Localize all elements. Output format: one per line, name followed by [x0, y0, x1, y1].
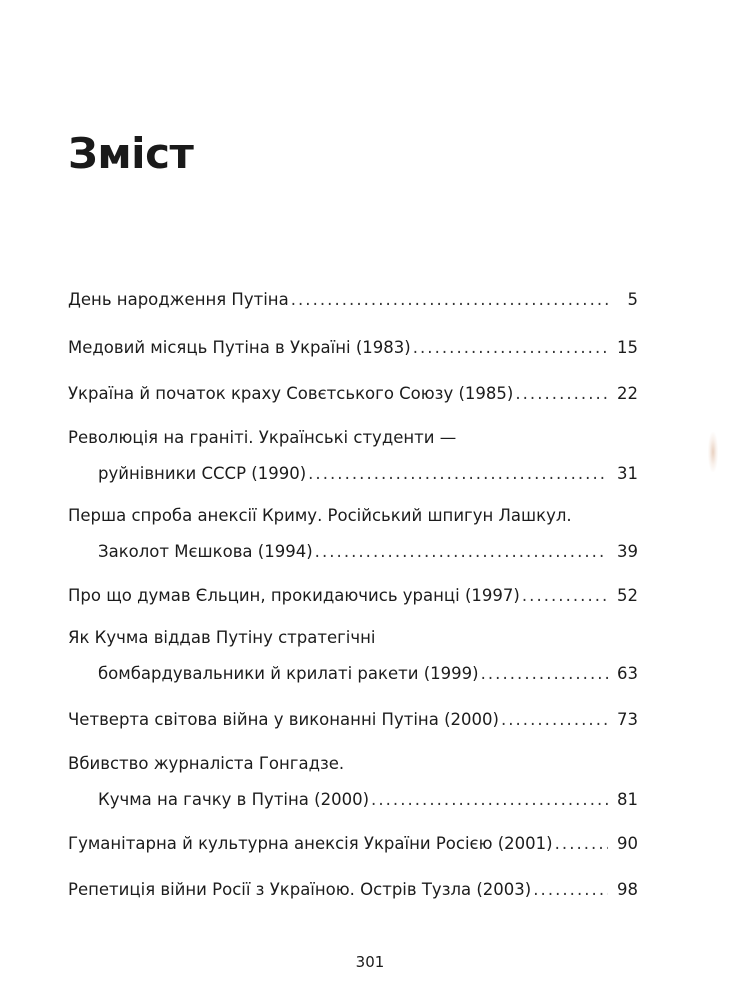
toc-page-number: 22 [617, 384, 638, 403]
toc-entry-title-continued: Заколот Мєшкова (1994) [98, 542, 313, 561]
toc-entry-title: Як Кучма віддав Путіну стратегічні [68, 628, 376, 647]
toc-entry[interactable] [68, 830, 638, 858]
toc-entry-continuation[interactable] [98, 460, 638, 488]
toc-entry-title: Про що думав Єльцин, прокидаючись уранці (1997) [68, 586, 520, 605]
toc-entry-continuation[interactable] [98, 660, 638, 688]
toc-leader-dots [315, 538, 608, 566]
toc-entry-continuation[interactable] [98, 786, 638, 814]
toc-entry-first-line[interactable] [68, 750, 638, 778]
toc-entry-title-continued: Кучма на гачку в Путіна (2000) [98, 790, 370, 809]
toc-entry[interactable] [68, 380, 638, 408]
toc-page-number: 90 [617, 834, 638, 853]
toc-leader-dots [413, 334, 608, 362]
toc-entry-first-line[interactable] [68, 424, 638, 452]
toc-entry-title: Вбивство журналіста Гонгадзе. [68, 754, 345, 773]
paper-stain [708, 432, 718, 472]
toc-leader-dots [555, 830, 608, 858]
toc-entry-first-line[interactable] [68, 624, 638, 652]
toc-entry-continuation[interactable] [98, 538, 638, 566]
toc-leader-dots [371, 786, 608, 814]
toc-page-number: 98 [617, 880, 638, 899]
toc-entry-title: Перша спроба анексії Криму. Російський шпигун Лашкул. [68, 506, 572, 525]
page-title: Зміст [68, 129, 194, 178]
toc-entry[interactable] [68, 876, 638, 904]
toc-entry[interactable] [68, 706, 638, 734]
page-number-footer: 301 [355, 953, 385, 971]
toc-leader-dots [481, 660, 608, 688]
toc-page-number: 39 [617, 542, 638, 561]
toc-entry-title: Гуманітарна й культурна анексія України Росією (2001) [68, 834, 553, 853]
toc-entry[interactable] [68, 286, 638, 314]
toc-leader-dots [308, 460, 608, 488]
toc-leader-dots [515, 380, 608, 408]
toc-page-number: 81 [617, 790, 638, 809]
toc-entry-title: Медовий місяць Путіна в Україні (1983) [68, 338, 411, 357]
toc-entry-title-continued: бомбардувальники й крилаті ракети (1999) [98, 664, 479, 683]
toc-entry-title: Репетиція війни Росії з Україною. Острів Тузла (2003) [68, 880, 532, 899]
toc-page-number: 73 [617, 710, 638, 729]
toc-page-number: 52 [617, 586, 638, 605]
toc-entry-title: Четверта світова війна у виконанні Путіна (2000) [68, 710, 499, 729]
toc-leader-dots [533, 876, 608, 904]
toc-entry-title-continued: руйнівники СССР (1990) [98, 464, 307, 483]
toc-leader-dots [522, 582, 608, 610]
toc-leader-dots [291, 286, 608, 314]
toc-entry-first-line[interactable] [68, 502, 638, 530]
toc-page-number: 63 [617, 664, 638, 683]
toc-leader-dots [501, 706, 608, 734]
toc-entry-title: Україна й початок краху Совєтського Союзу (1985) [68, 384, 514, 403]
toc-page-number: 5 [627, 290, 638, 309]
toc-page-number: 15 [617, 338, 638, 357]
toc-entry[interactable] [68, 582, 638, 610]
toc-entry-title: День народження Путіна [68, 290, 289, 309]
toc-entry-title: Революція на граніті. Українські студенти — [68, 428, 457, 447]
toc-entry[interactable] [68, 334, 638, 362]
toc-page-number: 31 [617, 464, 638, 483]
